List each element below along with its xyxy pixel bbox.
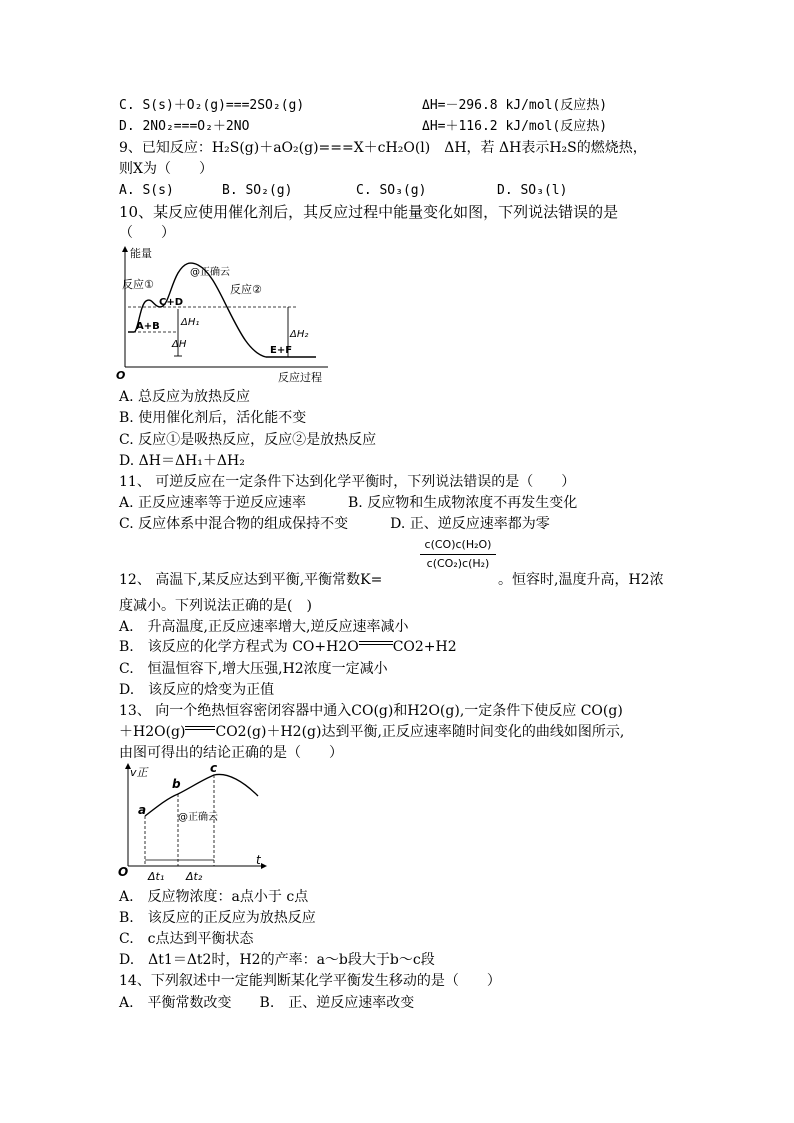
fig13-watermark: @正确云 [178, 812, 218, 823]
question-10-option-c: C. 反应①是吸热反应，反应②是放热反应 [119, 432, 377, 448]
fig10-dh1: ΔH₁ [181, 317, 200, 328]
fig13-dt1: Δt₁ [148, 870, 165, 883]
option-c-enthalpy: ΔH=－296.8 kJ/mol(反应热) [422, 98, 608, 113]
question-9-stem: 9、已知反应：H₂S(g)＋aO₂(g)===X＋cH₂O(l) ΔH，若 ΔH表示H₂S的燃烧热， [119, 140, 647, 156]
question-9-option-a: A. S(s) [119, 183, 174, 198]
fig10-dh: ΔH [172, 339, 187, 350]
question-9-stem-2: 则X为（ ） [119, 161, 213, 177]
option-c: C. S(s)＋O₂(g)===2SO₂(g) [119, 98, 305, 113]
question-14-stem: 14、下列叙述中一定能判断某化学平衡发生移动的是（ ） [119, 973, 501, 989]
question-12-stem-pre: 12、 高温下,某反应达到平衡,平衡常数K= [119, 572, 383, 588]
question-14-options: A. 平衡常数改变 B. 正、逆反应速率改变 [119, 995, 415, 1011]
fig13-point-c: c [210, 761, 218, 775]
question-10-stem-2: （ ） [119, 225, 175, 241]
fig13-y-axis-label: v正 [130, 766, 148, 779]
option-d: D. 2NO₂===O₂＋2NO [119, 119, 250, 134]
equilibrium-constant-fraction [420, 538, 496, 571]
question-12-stem-post: 。恒容时,温度升高，H2浓 [498, 572, 664, 588]
question-12-stem-2: 度减小。下列说法正确的是( ) [119, 598, 312, 614]
fig10-ab: A+B [136, 321, 160, 332]
question-9-option-c: C. SO₃(g) [356, 183, 427, 198]
fig13-origin: O [118, 865, 129, 879]
question-9-option-d: D. SO₃(l) [497, 183, 568, 198]
question-13-option-b: B. 该反应的正反应为放热反应 [119, 910, 316, 926]
question-9-option-b: B. SO₂(g) [222, 183, 293, 198]
equilibrium-arrow-icon [185, 726, 215, 730]
question-11-options-cd: C. 反应体系中混合物的组成保持不变 D. 正、逆反应速率都为零 [119, 516, 550, 532]
fig13-x-axis-label: t [256, 853, 261, 867]
question-11-stem: 11、 可逆反应在一定条件下达到化学平衡时，下列说法错误的是（ ） [119, 474, 576, 490]
energy-diagram [118, 243, 338, 385]
fraction-bar [420, 554, 496, 555]
fig10-origin: O [116, 369, 126, 382]
fig10-ef: E+F [270, 345, 293, 356]
fraction-numerator: c(CO)c(H₂O) [424, 538, 492, 551]
question-13-option-c: C. c点达到平衡状态 [119, 931, 254, 947]
question-13-stem-3: 由图可得出的结论正确的是（ ） [119, 745, 343, 761]
equilibrium-arrow-icon [359, 641, 393, 645]
question-12-option-b: B. 该反应的化学方程式为 CO+H2O CO2+H2 [119, 639, 457, 655]
question-13-option-a: A. 反应物浓度：a点小于 c点 [119, 889, 309, 905]
question-13-option-d: D. Δt1＝Δt2时，H2的产率：a～b段大于b～c段 [119, 952, 435, 968]
fig10-dh2: ΔH₂ [290, 329, 309, 340]
fig13-dt2: Δt₂ [186, 870, 203, 883]
rate-time-graph [118, 762, 270, 884]
fig10-reaction-1: 反应① [122, 278, 154, 291]
fig13-point-a: a [138, 803, 147, 817]
question-12-option-c: C. 恒温恒容下,增大压强,H2浓度一定减小 [119, 661, 388, 677]
question-10-option-d: D. ΔH＝ΔH₁＋ΔH₂ [119, 453, 245, 469]
fig13-point-b: b [172, 777, 181, 791]
fig10-x-axis-label: 反应过程 [278, 371, 322, 384]
question-10-option-b: B. 使用催化剂后，活化能不变 [119, 410, 307, 426]
fig10-watermark: @正确云 [190, 267, 230, 278]
fig10-cd: C+D [159, 297, 184, 308]
question-12-option-a: A. 升高温度,正反应速率增大,逆反应速率减小 [119, 619, 409, 635]
question-10-option-a: A. 总反应为放热反应 [119, 389, 251, 405]
question-13-stem-2: ＋H2O(g) CO2(g)＋H2(g)达到平衡,正反应速率随时间变化的曲线如图所示, [119, 724, 625, 740]
question-11-options-ab: A. 正反应速率等于逆反应速率 B. 反应物和生成物浓度不再发生变化 [119, 495, 578, 511]
fig10-reaction-2: 反应② [230, 283, 262, 296]
question-10-stem: 10、某反应使用催化剂后，其反应过程中能量变化如图，下列说法错误的是 [119, 203, 619, 221]
fraction-denominator: c(CO₂)c(H₂) [426, 557, 490, 570]
option-d-enthalpy: ΔH=＋116.2 kJ/mol(反应热) [422, 119, 608, 134]
question-13-stem: 13、 向一个绝热恒容密闭容器中通入CO(g)和H2O(g),一定条件下使反应 CO(g) [119, 703, 623, 719]
fig10-y-axis-label: 能量 [130, 247, 152, 260]
question-12-option-d: D. 该反应的焓变为正值 [119, 682, 275, 698]
